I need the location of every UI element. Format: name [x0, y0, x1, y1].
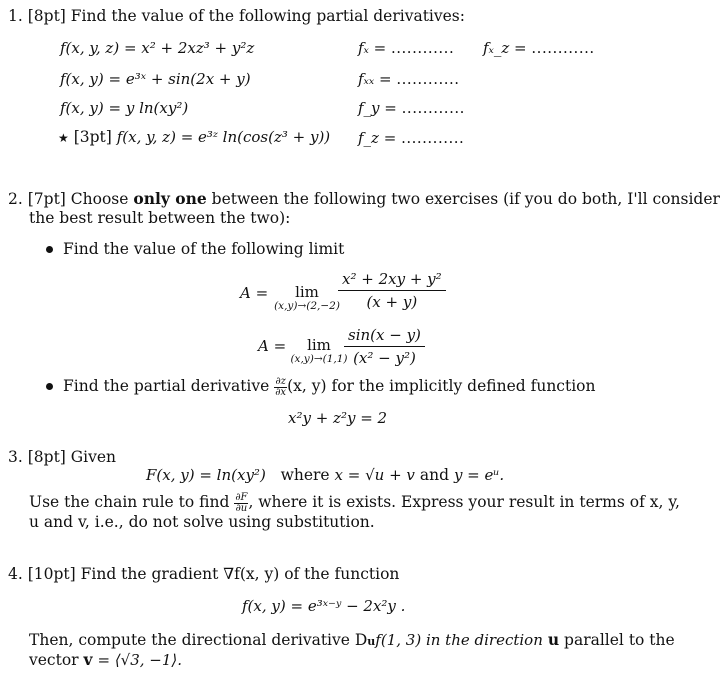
- partial-F-u-fraction: $\frac{\partial F}{\partial u}$: [235, 491, 248, 514]
- q1-derivative-label-3: f_y = ............: [358, 99, 465, 117]
- q1-derivative-label-2: fₓₓ = ............: [358, 70, 460, 88]
- q1-prompt: Find the value of the following partial derivatives:: [70, 7, 465, 25]
- bullet-icon: [46, 383, 53, 390]
- q1-header: [8, 6, 465, 26]
- q2-bullet2-text: Find the partial derivative $\frac{\partial z}{\partial x}$ (x, y) for the implicitly defined function: [63, 375, 596, 398]
- q1-bonus-points: [3pt]: [73, 128, 112, 146]
- q1-derivative-label-1b: fₓ_z = ............: [483, 39, 595, 57]
- q2-implicit-equation: x²y + z²y = 2: [288, 409, 388, 427]
- q4-header: 4. [10pt] Find the gradient ∇f(x, y) of the function: [8, 565, 400, 583]
- bullet-icon: [46, 246, 53, 253]
- limit1-operator: lim (x,y)→(2,−2): [274, 283, 340, 312]
- limit2-fraction: $\frac{\sin(x - y)}{\text{(x² − y²)}}$: [344, 326, 425, 367]
- q3-number: 3.: [8, 448, 23, 466]
- limit1-lhs: A =: [240, 284, 269, 302]
- q3-y-def: y = eᵘ.: [453, 466, 505, 484]
- q3-formula: F(x, y) = ln(xy²): [146, 466, 266, 484]
- q1-points: [8pt]: [27, 7, 66, 25]
- partial-z-x-fraction: $\frac{\partial z}{\partial x}$: [275, 375, 287, 398]
- q1-bonus-row: [58, 127, 330, 148]
- q3-header: 3. [8pt] Given: [8, 448, 117, 466]
- q3-points: [8pt]: [27, 448, 66, 466]
- q2-header: 2. [7pt] Choose only one between the following two exercises (if you do both, I'll consider: [8, 189, 720, 208]
- q1-function-3: f(x, y) = y ln(xy²): [60, 99, 189, 117]
- q3-line2: u and v, i.e., do not solve using substitution.: [29, 513, 375, 531]
- q1-function-4: f(x, y, z) = e³ᶻ ln(cos(z³ + y)): [116, 128, 331, 146]
- q2-emphasis: only one: [133, 189, 207, 208]
- q3-x-def: x = √u + v: [334, 466, 415, 484]
- q1-function-2: f(x, y) = e³ˣ + sin(2x + y): [60, 70, 251, 88]
- q2-bullet1-text: Find the value of the following limit: [63, 240, 345, 258]
- q4-line2: vector v = ⟨√3, −1⟩.: [29, 650, 183, 669]
- q2-prompt-line2: the best result between the two):: [29, 209, 291, 227]
- star-icon: ★: [58, 131, 69, 145]
- q2-points: [7pt]: [27, 190, 66, 208]
- q4-formula: f(x, y) = e³ˣ⁻ʸ − 2x²y .: [242, 597, 406, 615]
- q1-derivative-label-1: fₓ = ............: [358, 39, 455, 57]
- q1-function-1: f(x, y, z) = x² + 2xz³ + y²z: [60, 39, 255, 57]
- q4-line1: Then, compute the directional derivative Duf(1, 3) in the direction u parallel to the: [29, 630, 675, 649]
- limit2-lhs: A =: [258, 337, 287, 355]
- q3-formula-line: F(x, y) = ln(xy²) where x = √u + v and y = eᵘ.: [146, 466, 505, 484]
- q2-number: 2.: [8, 190, 23, 208]
- limit2-operator: lim (x,y)→(1,1): [290, 336, 348, 365]
- q1-derivative-label-4: f_z = ............: [358, 129, 465, 147]
- limit1-fraction: $\frac{\text{x² + 2xy + y²}}{(x + y)}$: [338, 270, 446, 311]
- q4-number: 4.: [8, 565, 23, 583]
- q4-points: [10pt]: [27, 565, 76, 583]
- q1-number: 1.: [8, 7, 23, 25]
- q3-line1: Use the chain rule to find $\frac{\partial F}{\partial u}$ , where it is exists. Express your result in terms of x, y,: [29, 491, 680, 514]
